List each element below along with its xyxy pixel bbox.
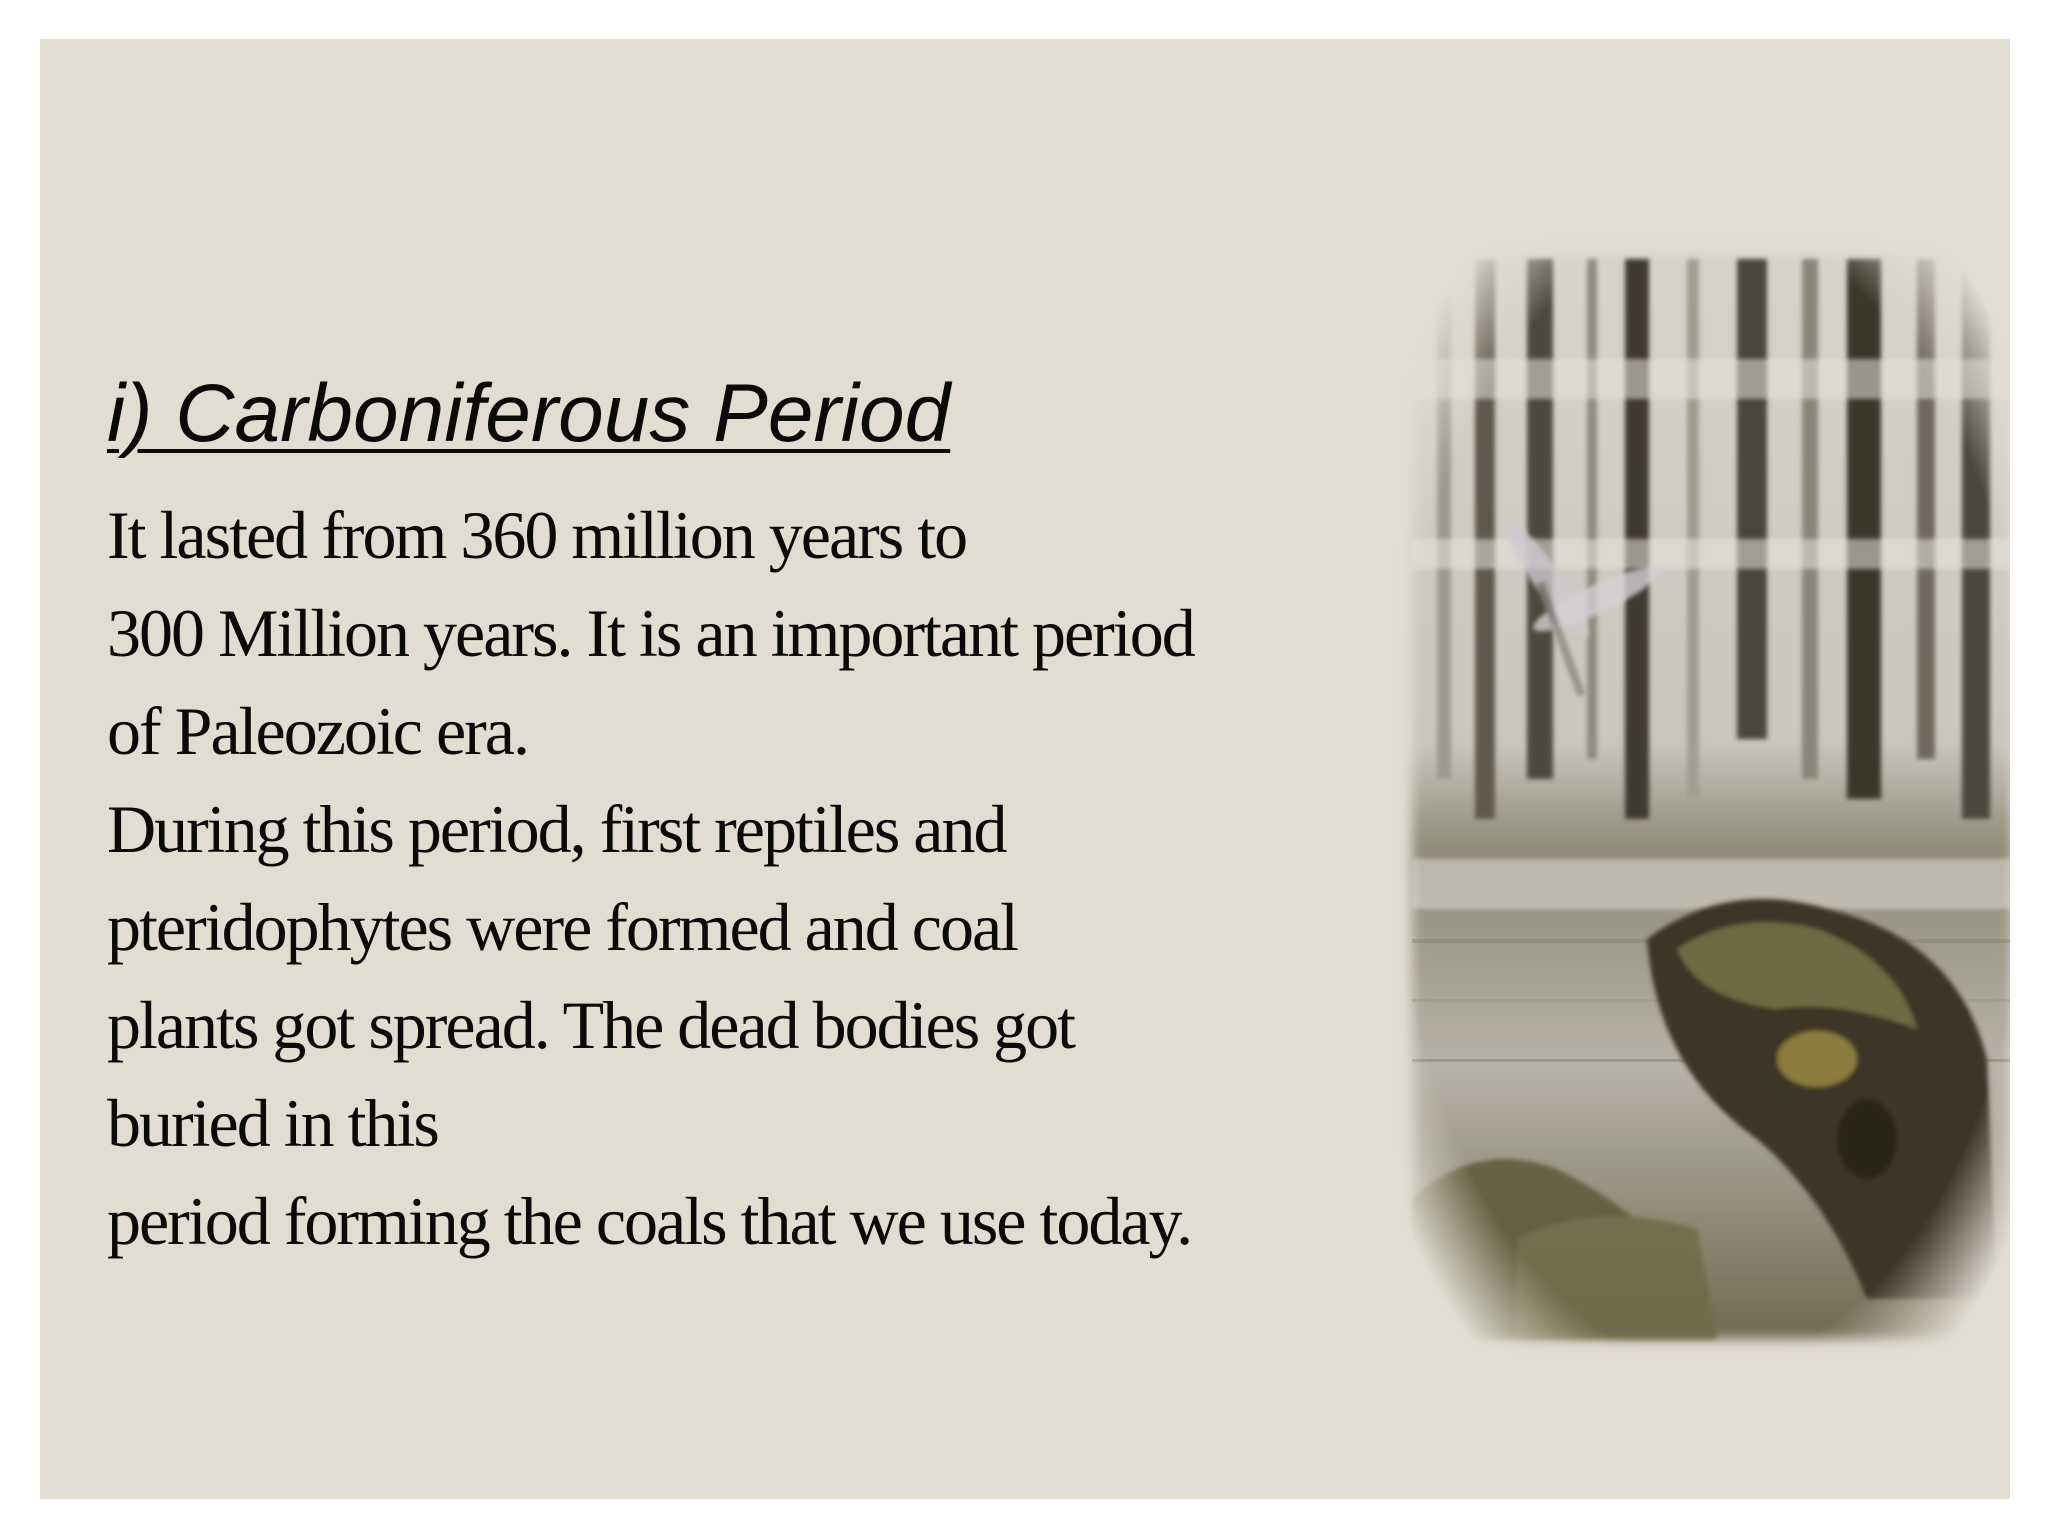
slide-title: i) Carboniferous Period bbox=[107, 368, 951, 459]
paragraph-line: of Paleozoic era. bbox=[107, 693, 528, 769]
body-paragraph bbox=[107, 486, 1194, 1270]
carboniferous-swamp-image bbox=[1397, 239, 2010, 1354]
paragraph-line: 300 Million years. It is an important period bbox=[107, 595, 1194, 671]
paragraph-line: period forming the coals that we use today. bbox=[107, 1183, 1192, 1259]
paragraph-line: During this period, first reptiles and bbox=[107, 791, 1006, 867]
paragraph-line: buried in this bbox=[107, 1085, 438, 1161]
swamp-forest-illustration-icon bbox=[1397, 239, 2010, 1354]
paragraph-line: It lasted from 360 million years to bbox=[107, 497, 967, 573]
paragraph-line: plants got spread. The dead bodies got bbox=[107, 987, 1075, 1063]
slide bbox=[40, 39, 2010, 1499]
paragraph-line: pteridophytes were formed and coal bbox=[107, 889, 1018, 965]
